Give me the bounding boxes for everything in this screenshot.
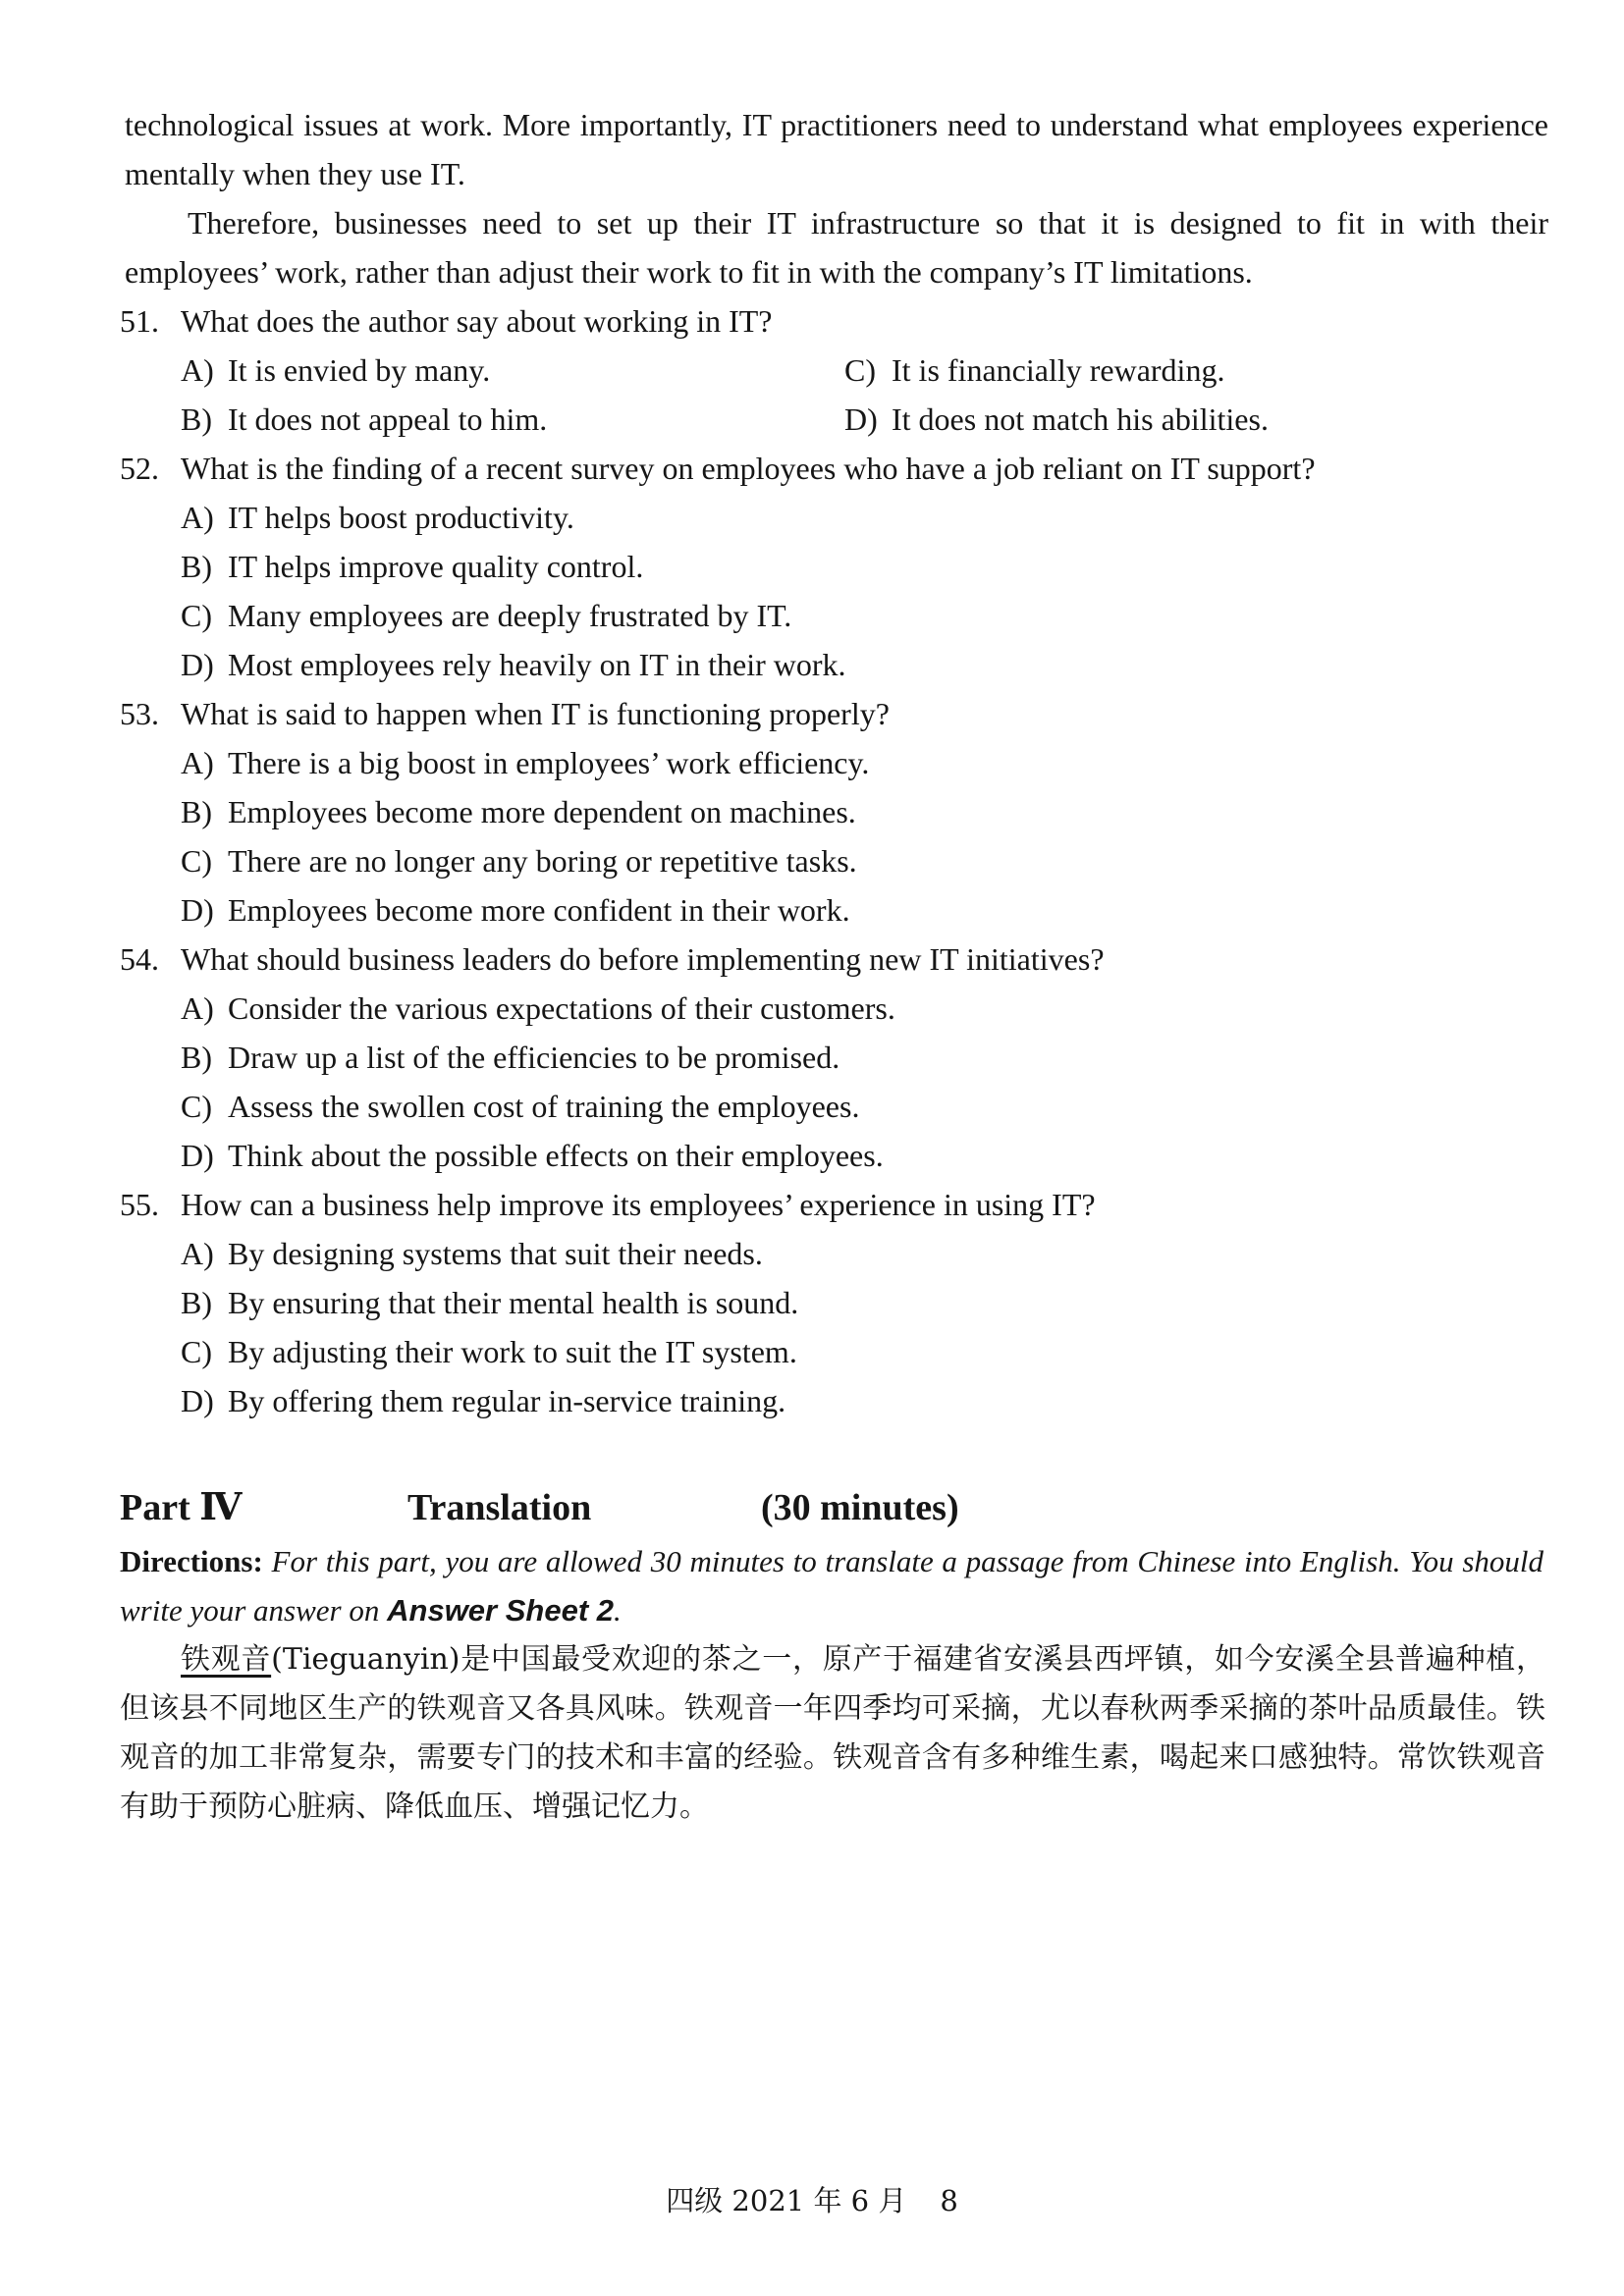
option-text: There is a big boost in employees’ work efficiency.: [228, 745, 870, 780]
option-letter: D): [844, 401, 878, 437]
option-54-d[interactable]: [181, 1131, 884, 1180]
option-52-a[interactable]: [181, 493, 574, 542]
question-text: How can a business help improve its employees’ experience in using IT?: [181, 1187, 1096, 1222]
option-55-a[interactable]: [181, 1229, 763, 1278]
option-52-b[interactable]: [181, 542, 643, 591]
option-text: Employees become more dependent on machines.: [228, 794, 856, 829]
section-time: (30 minutes): [761, 1487, 959, 1528]
option-text: IT helps improve quality control.: [228, 549, 644, 584]
option-55-b[interactable]: [181, 1278, 798, 1327]
option-letter: B): [181, 549, 212, 584]
option-letter: C): [181, 1334, 212, 1369]
translation-text: (Tieguanyin)是中国最受欢迎的茶之一，原产于福建省安溪县西坪镇，如今安溪全县普遍种植，但该县不同地区生产的铁观音又各具风味。铁观音一年四季均可采摘，尤以春秋两季采摘的茶叶品质最佳。铁观音的加工非常复杂，需要专门的技术和丰富的经验。铁观音含有多种维生素，喝起来口感独特。常饮铁观音有助于预防心脏病、降低血压、增强记忆力。: [120, 1642, 1545, 1824]
option-52-d[interactable]: [181, 640, 846, 689]
option-text: Consider the various expectations of their customers.: [228, 990, 895, 1026]
option-text: By adjusting their work to suit the IT system.: [228, 1334, 797, 1369]
question-55: [120, 1180, 1096, 1229]
passage-paragraph-1: technological issues at work. More importantly, IT practitioners need to understand what employees experience mentally when they use IT.: [125, 107, 1548, 191]
option-54-a[interactable]: [181, 984, 895, 1033]
option-letter: D): [181, 647, 214, 682]
page-footer: [0, 2181, 1624, 2220]
option-text: By offering them regular in-service training.: [228, 1383, 786, 1418]
option-letter: C): [844, 352, 876, 388]
option-text: Employees become more confident in their work.: [228, 892, 850, 928]
option-53-a[interactable]: [181, 738, 869, 787]
part-label: Part Ⅳ: [120, 1487, 243, 1528]
option-51-d[interactable]: [844, 395, 1269, 444]
option-54-c[interactable]: [181, 1082, 859, 1131]
question-number: 55.: [120, 1187, 159, 1222]
option-text: It is financially rewarding.: [892, 352, 1225, 388]
option-51-b[interactable]: [181, 395, 547, 444]
option-letter: A): [181, 745, 214, 780]
question-54: [120, 934, 1105, 984]
option-53-c[interactable]: [181, 836, 857, 885]
question-number: 54.: [120, 941, 159, 977]
directions: [120, 1537, 1543, 1635]
option-text: By ensuring that their mental health is sound.: [228, 1285, 799, 1320]
option-52-c[interactable]: [181, 591, 791, 640]
option-text: It does not match his abilities.: [892, 401, 1269, 437]
directions-end: .: [614, 1593, 622, 1628]
option-text: Many employees are deeply frustrated by IT.: [228, 598, 792, 633]
option-letter: D): [181, 1138, 214, 1173]
question-text: What does the author say about working in IT?: [181, 303, 773, 339]
question-text: What is said to happen when IT is functioning properly?: [181, 696, 890, 731]
question-52: [120, 444, 1316, 493]
option-text: It is envied by many.: [228, 352, 491, 388]
passage-paragraph-2: Therefore, businesses need to set up their IT infrastructure so that it is designed to fit in with their employees’ work, rather than adjust their work to fit in with the company’s IT limitations.: [125, 205, 1548, 290]
answer-sheet-reference: Answer Sheet 2: [387, 1593, 614, 1628]
section-title: Translation: [407, 1487, 592, 1528]
option-letter: B): [181, 401, 212, 437]
option-letter: A): [181, 1236, 214, 1271]
option-54-b[interactable]: [181, 1033, 839, 1082]
option-letter: A): [181, 990, 214, 1026]
question-text: What should business leaders do before implementing new IT initiatives?: [181, 941, 1105, 977]
option-text: Most employees rely heavily on IT in their work.: [228, 647, 846, 682]
option-letter: A): [181, 352, 214, 388]
option-text: IT helps boost productivity.: [228, 500, 574, 535]
question-51: [120, 296, 773, 346]
option-51-a[interactable]: [181, 346, 490, 395]
option-text: Assess the swollen cost of training the employees.: [228, 1089, 860, 1124]
option-letter: B): [181, 1285, 212, 1320]
option-text: Think about the possible effects on their employees.: [228, 1138, 884, 1173]
option-letter: C): [181, 1089, 212, 1124]
question-number: 52.: [120, 451, 159, 486]
question-number: 51.: [120, 303, 159, 339]
directions-label: Directions:: [120, 1544, 263, 1578]
option-51-c[interactable]: [844, 346, 1224, 395]
question-number: 53.: [120, 696, 159, 731]
option-53-b[interactable]: [181, 787, 856, 836]
option-letter: B): [181, 1040, 212, 1075]
option-55-c[interactable]: [181, 1327, 797, 1376]
option-letter: B): [181, 794, 212, 829]
option-text: It does not appeal to him.: [228, 401, 548, 437]
option-53-d[interactable]: [181, 885, 850, 934]
option-letter: D): [181, 892, 214, 928]
translation-term: 铁观音: [181, 1642, 272, 1677]
question-53: [120, 689, 890, 738]
question-text: What is the finding of a recent survey on employees who have a job reliant on IT support?: [181, 451, 1316, 486]
option-letter: C): [181, 843, 212, 879]
option-text: Draw up a list of the efficiencies to be promised.: [228, 1040, 840, 1075]
option-letter: A): [181, 500, 214, 535]
option-letter: C): [181, 598, 212, 633]
option-text: There are no longer any boring or repetitive tasks.: [228, 843, 857, 879]
translation-passage: [120, 1635, 1545, 1832]
option-text: By designing systems that suit their needs.: [228, 1236, 763, 1271]
directions-text: For this part, you are allowed 30 minutes to translate a passage from Chinese into English. You should write your answer on: [120, 1544, 1543, 1628]
option-letter: D): [181, 1383, 214, 1418]
option-55-d[interactable]: [181, 1376, 785, 1425]
footer-exam: 四级 2021 年 6 月: [666, 2184, 907, 2217]
page-number: 8: [940, 2184, 958, 2217]
